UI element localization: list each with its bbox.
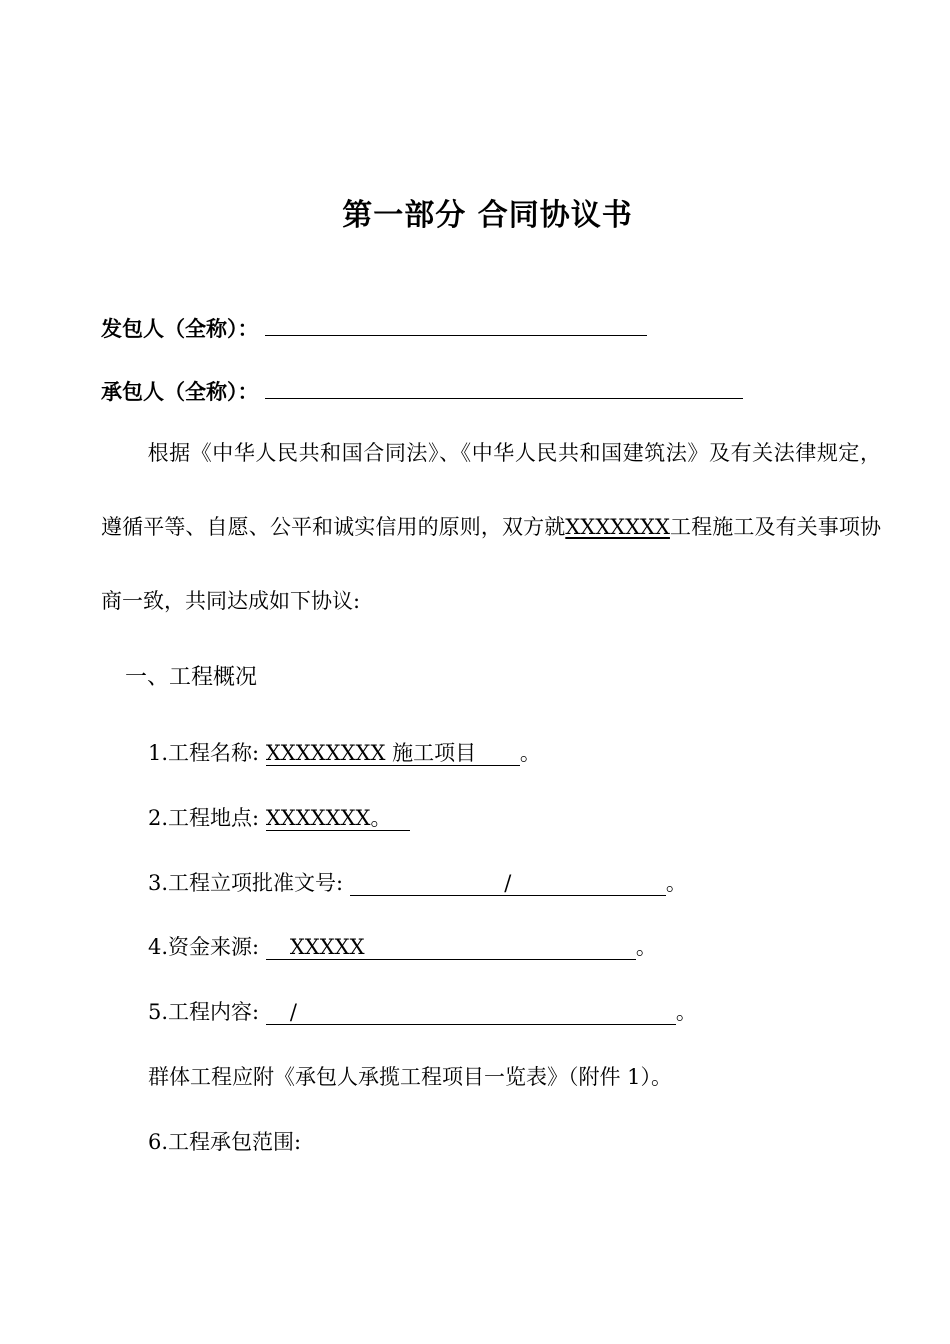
item-scope: 6.工程承包范围: (148, 1130, 302, 1154)
section-heading: 一、工程概况 (125, 665, 258, 690)
intro-text-2: 工程施工及有关事项协商一致，共同达成如下协议: (101, 515, 881, 613)
intro-paragraph (101, 416, 881, 638)
item-label: 2.工程地点: (148, 806, 260, 830)
item-location (148, 802, 410, 832)
item-value: / (266, 1000, 676, 1025)
item-project-name (148, 737, 541, 767)
group-project-note: 群体工程应附《承包人承揽工程项目一览表》（附件 1）。 (148, 1065, 673, 1089)
item-label: 1.工程名称: (148, 741, 260, 765)
item-end: 。 (665, 871, 687, 895)
intro-project-name: XXXXXXX (565, 515, 670, 539)
item-end: 。 (675, 1000, 697, 1024)
item-label: 3.工程立项批准文号: (148, 871, 344, 895)
item-end: 。 (519, 741, 541, 765)
item-value: XXXXXXX。 (266, 806, 410, 831)
item-funding (148, 931, 657, 961)
item-approval-number (148, 867, 687, 897)
employer-blank (265, 313, 647, 336)
item-content (148, 996, 697, 1026)
employer-label: 发包人（全称）： (101, 317, 259, 341)
item-label: 5.工程内容: (148, 1000, 260, 1024)
contractor-blank (265, 376, 743, 399)
item-label: 4.资金来源: (148, 935, 260, 959)
contractor-label: 承包人（全称）： (101, 380, 259, 404)
item-end: 。 (635, 935, 657, 959)
contractor-line (101, 376, 743, 406)
intro-text-1: 根据《中华人民共和国合同法》、《中华人民共和国建筑法》及有关法律规定，遵循平等、自愿、公平和诚实信用的原则，双方就 (101, 441, 881, 539)
document-title: 第一部分 合同协议书 (342, 198, 633, 233)
item-value: XXXXX (266, 935, 636, 960)
item-value: / (350, 871, 666, 896)
item-value: XXXXXXXX 施工项目 (266, 741, 520, 766)
employer-line (101, 313, 647, 343)
